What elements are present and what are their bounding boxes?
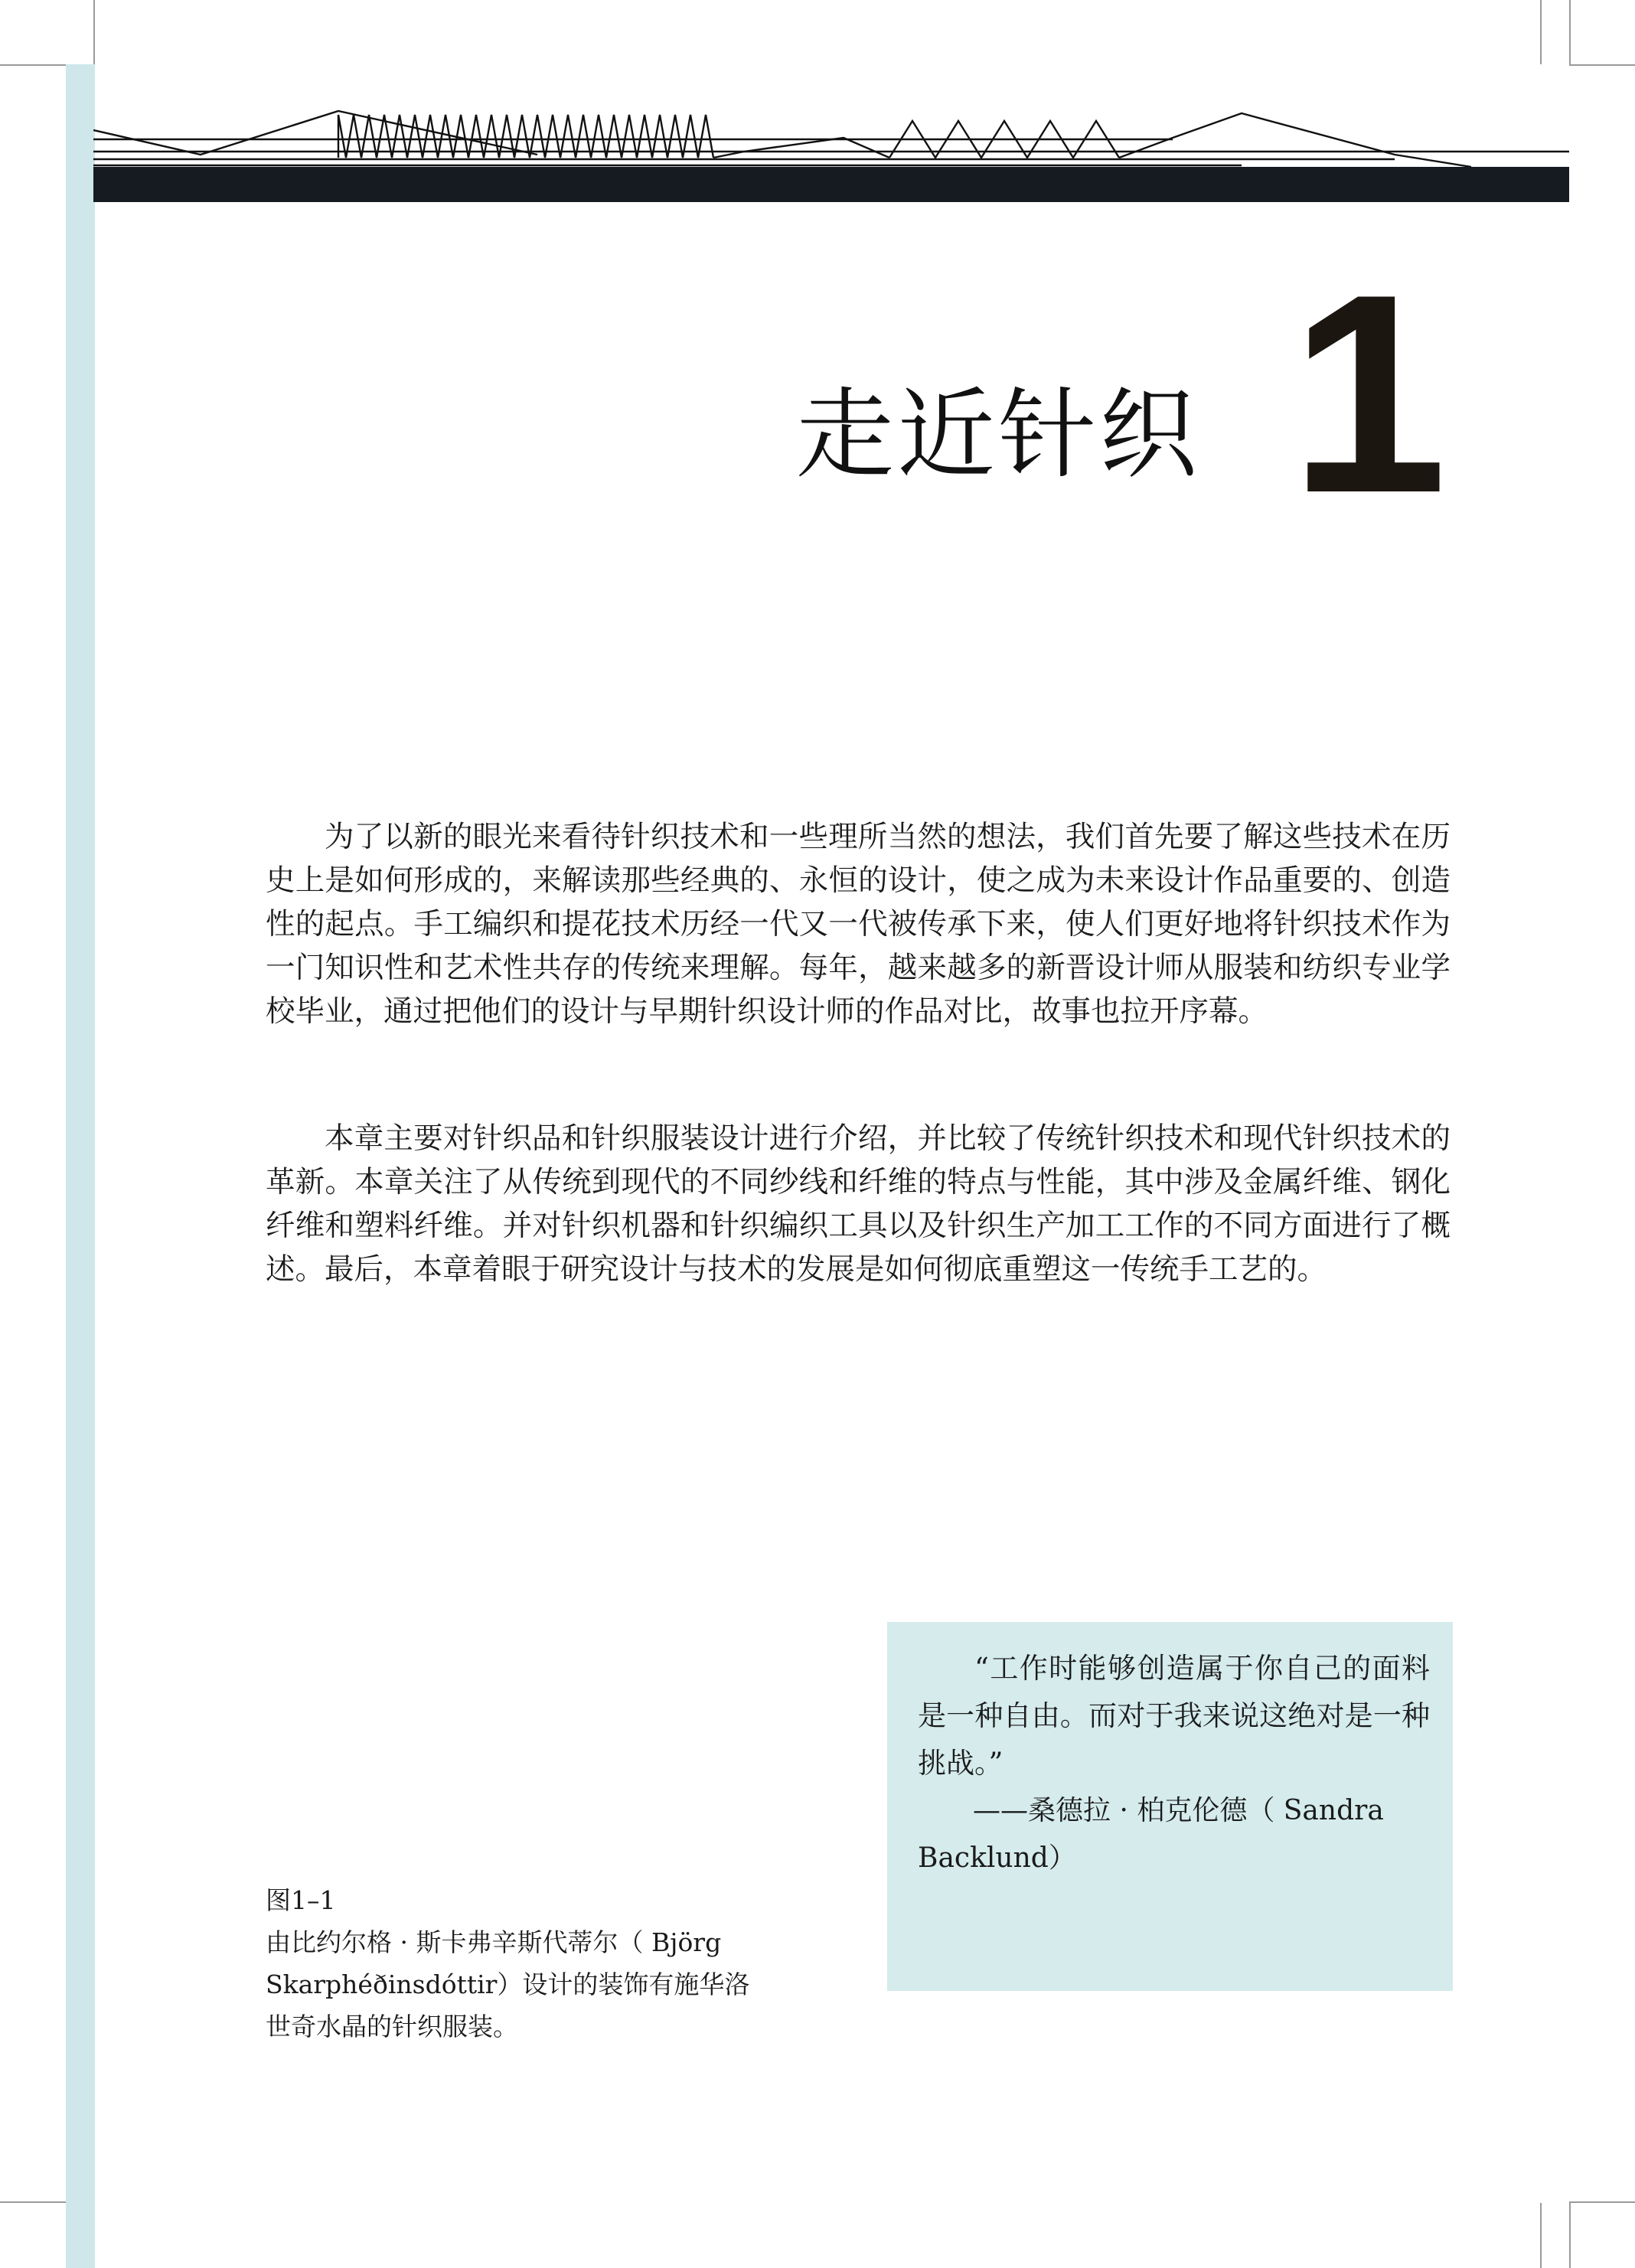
chapter-title: 走近针织 xyxy=(796,378,1201,492)
accent-side-band xyxy=(66,64,95,2268)
crop-mark xyxy=(1569,64,1635,66)
figure-label: 图1–1 xyxy=(266,1885,336,1915)
quote-attribution: ——桑德拉 · 柏克伦德（ Sandra Backlund） xyxy=(918,1795,1384,1874)
crop-mark xyxy=(93,0,95,64)
body-paragraph-2: 本章主要对针织品和针织服装设计进行介绍，并比较了传统针织技术和现代针织技术的革新。本章关注了从传统到现代的不同纱线和纤维的特点与性能，其中涉及金属纤维、钢化纤维和塑料纤维。并对针织机器和针织编织工具以及针织生产加工工作的不同方面进行了概述。最后，本章着眼于研究设计与技术的发展是如何彻底重塑这一传统手工艺的。 xyxy=(266,1121,1451,1287)
quote-box xyxy=(887,1622,1453,1991)
header-bar xyxy=(93,167,1569,202)
crop-mark xyxy=(0,64,66,66)
chapter-number: 1 xyxy=(1290,236,1443,552)
body-paragraph-1: 为了以新的眼光来看待针织技术和一些理所当然的想法，我们首先要了解这些技术在历史上是如何形成的，来解读那些经典的、永恒的设计，使之成为未来设计作品重要的、创造性的起点。手工编织和提花技术历经一代又一代被传承下来，使人们更好地将针织技术作为一门知识性和艺术性共存的传统来理解。每年，越来越多的新晋设计师从服装和纺织专业学校毕业，通过把他们的设计与早期针织设计师的作品对比，故事也拉开序幕。 xyxy=(266,820,1451,1029)
crop-mark xyxy=(1569,0,1571,64)
header-zigzag-decoration xyxy=(93,107,1569,172)
figure-caption xyxy=(266,1879,759,2048)
crop-mark xyxy=(1569,2201,1635,2203)
crop-mark xyxy=(1540,0,1542,64)
crop-mark xyxy=(1569,2203,1571,2268)
crop-mark xyxy=(0,2201,66,2203)
figure-caption-text: 由比约尔格 · 斯卡弗辛斯代蒂尔（ Björg Skarphéðinsdóttir）设计的装饰有施华洛世奇水晶的针织服装。 xyxy=(266,1927,750,2041)
crop-mark xyxy=(1540,2203,1542,2268)
quote-text: “工作时能够创造属于你自己的面料是一种自由。而对于我来说这绝对是一种挑战。” xyxy=(918,1652,1430,1780)
